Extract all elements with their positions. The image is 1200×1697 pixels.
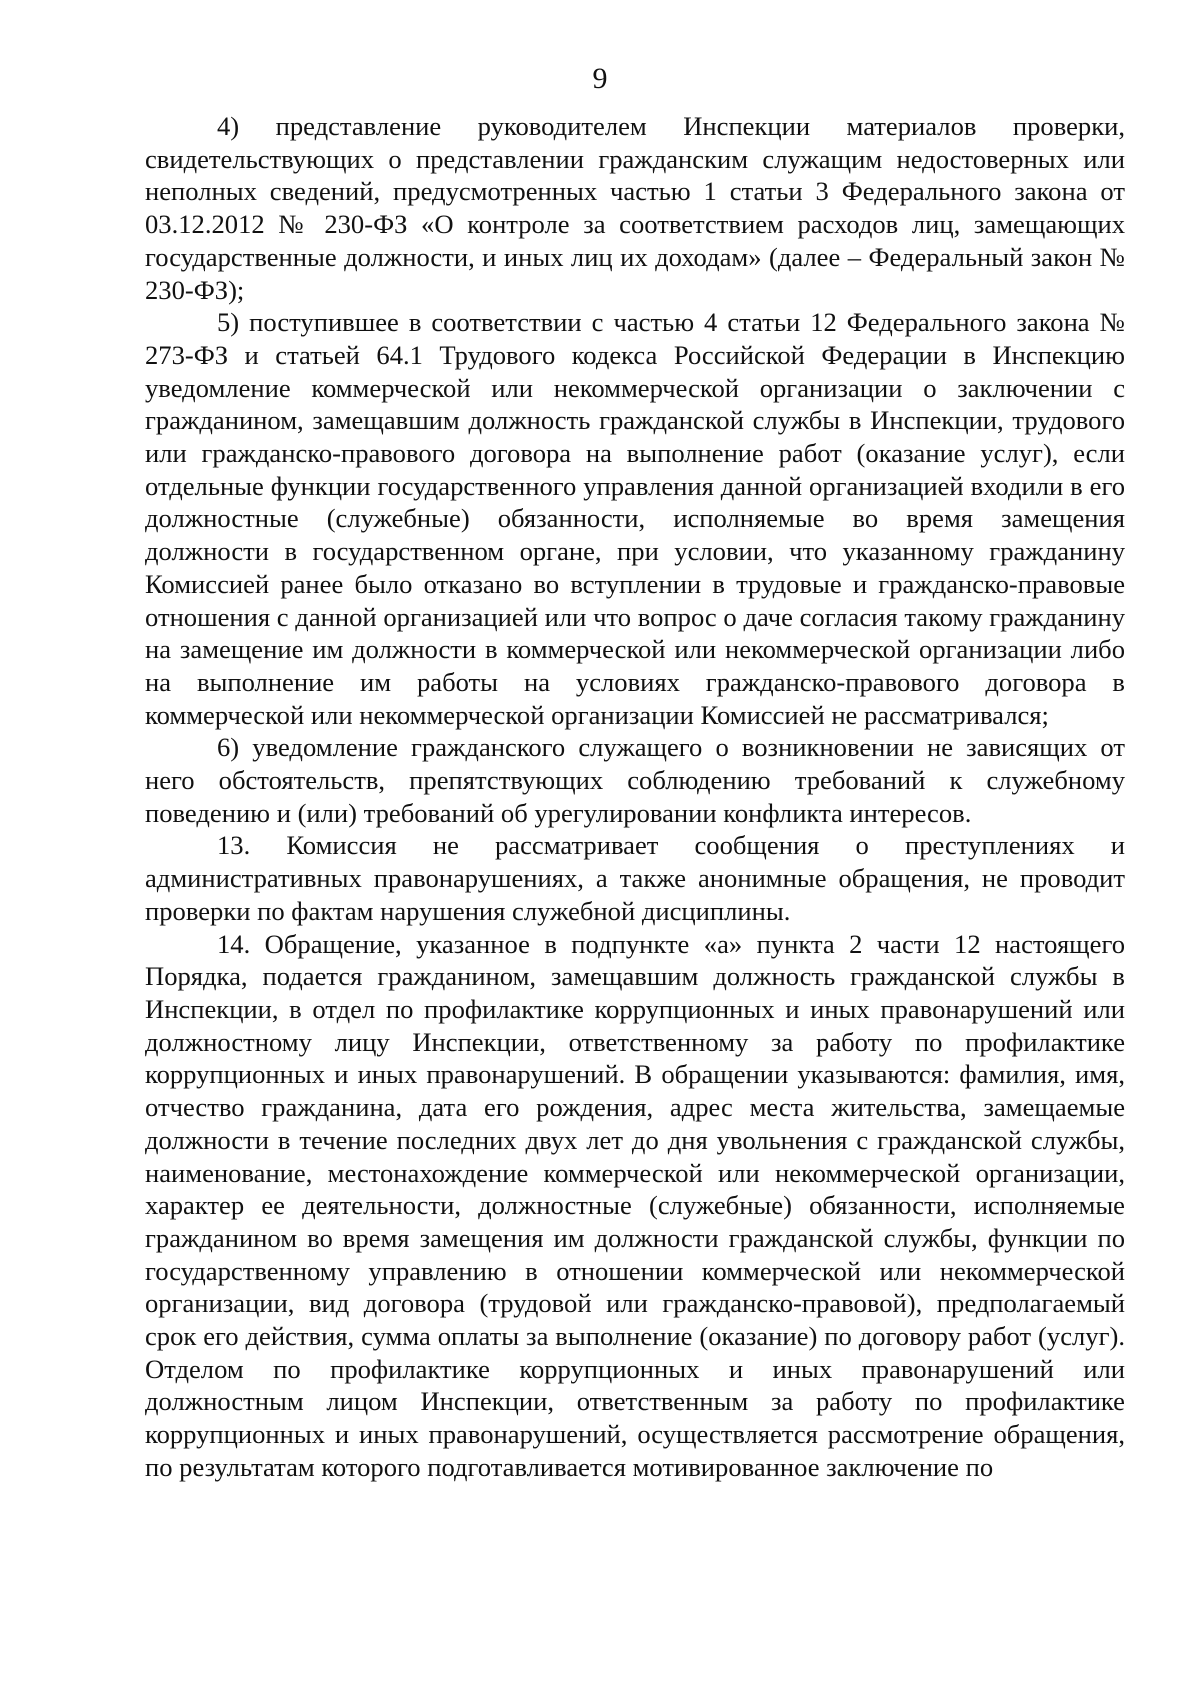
page-number: 9	[592, 62, 608, 95]
paragraph-item-6: 6) уведомление гражданского служащего о возникновении не зависящих от него обстоятельств, препятствующих соблюдению требований к служебному поведению и (или) требований об урегулировании конфликта интересов.	[145, 732, 1125, 828]
paragraph-clause-14: 14. Обращение, указанное в подпункте «а» пункта 2 части 12 настоящего Порядка, подается гражданином, замещавшим должность гражданской службы в Инспекции, в отдел по профилактике коррупционных и иных правонарушений или должностному лицу Инспекции, ответственному за работу по профилактике коррупционных и иных правонарушений. В обращении указываются: фамилия, имя, отчество гражданина, дата его рождения, адрес места жительства, замещаемые должности в течение последних двух лет до дня увольнения с гражданской службы, наименование, местонахождение коммерческой или некоммерческой организации, характер ее деятельности, должностные (служебные) обязанности, исполняемые гражданином во время замещения им должности гражданской службы, функции по государственному управлению в отношении коммерческой или некоммерческой организации, вид договора (трудовой или гражданско-правовой), предполагаемый срок его действия, сумма оплаты за выполнение (оказание) по договору работ (услуг). Отделом по профилактике коррупционных и иных правонарушений или должностным лицом Инспекции, ответственным за работу по профилактике коррупционных и иных правонарушений, осуществляется рассмотрение обращения, по результатам которого подготавливается мотивированное заключение по	[145, 928, 1125, 1482]
paragraph-clause-13: 13. Комиссия не рассматривает сообщения о преступлениях и административных правонарушениях, а также анонимные обращения, не проводит проверки по фактам нарушения служебной дисциплины.	[145, 830, 1125, 926]
paragraph-item-4: 4) представление руководителем Инспекции материалов проверки, свидетельствующих о представлении гражданским служащим недостоверных или неполных сведений, предусмотренных частью 1 статьи 3 Федерального закона от 03.12.2012 № 230-ФЗ «О контроле за соответствием расходов лиц, замещающих государственные должности, и иных лиц их доходам» (далее – Федеральный закон № 230-ФЗ);	[145, 111, 1125, 305]
document-body	[145, 110, 1125, 1484]
paragraph-item-5: 5) поступившее в соответствии с частью 4 статьи 12 Федерального закона № 273-ФЗ и статьей 64.1 Трудового кодекса Российской Федерации в Инспекцию уведомление коммерческой или некоммерческой организации о заключении с гражданином, замещавшим должность гражданской службы в Инспекции, трудового или гражданско-правового договора на выполнение работ (оказание услуг), если отдельные функции государственного управления данной организацией входили в его должностные (служебные) обязанности, исполняемые во время замещения должности в государственном органе, при условии, что указанному гражданину Комиссией ранее было отказано во вступлении в трудовые и гражданско-правовые отношения с данной организацией или что вопрос о даче согласия такому гражданину на замещение им должности в коммерческой или некоммерческой организации либо на выполнение им работы на условиях гражданско-правового договора в коммерческой или некоммерческой организации Комиссией не рассматривался;	[145, 307, 1125, 730]
